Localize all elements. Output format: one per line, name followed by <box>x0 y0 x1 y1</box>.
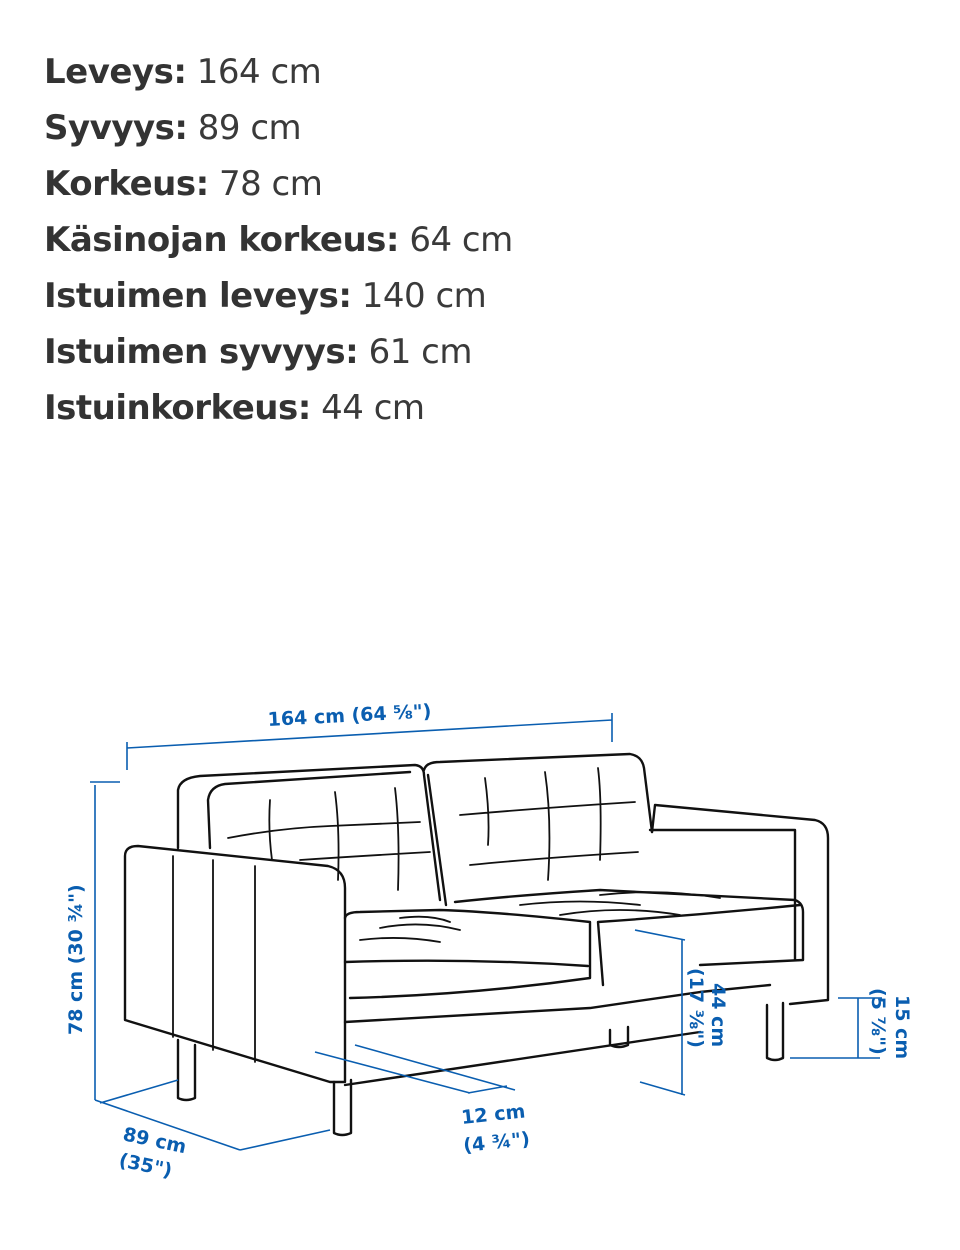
spec-width: Leveys: 164 cm <box>44 52 322 92</box>
seat-height-dimension-cm: 44 cm <box>707 983 729 1048</box>
spec-seat-height: Istuinkorkeus: 44 cm <box>44 388 425 428</box>
dimension-labels <box>65 700 913 1182</box>
leg-height-dimension-in: (5 ⅞") <box>867 988 889 1055</box>
depth-dimension-in: (35") <box>116 1149 175 1183</box>
armrest-dimension-cm: 12 cm <box>460 1100 527 1129</box>
spec-height: Korkeus: 78 cm <box>44 164 323 204</box>
spec-seat-depth: Istuimen syvyys: 61 cm <box>44 332 472 372</box>
leg-height-dimension-cm: 15 cm <box>891 995 913 1060</box>
width-dimension-label: 164 cm (64 ⅝") <box>267 700 432 731</box>
seat-height-dimension-in: (17 ⅜") <box>685 968 707 1048</box>
depth-dimension-cm: 89 cm <box>120 1123 189 1159</box>
dimension-lines <box>90 713 882 1150</box>
height-dimension-label: 78 cm (30 ¾") <box>65 884 87 1035</box>
spec-depth: Syvyys: 89 cm <box>44 108 302 148</box>
spec-seat-width: Istuimen leveys: 140 cm <box>44 276 487 316</box>
sofa-drawing <box>125 754 828 1135</box>
spec-armrest-height: Käsinojan korkeus: 64 cm <box>44 220 513 260</box>
armrest-dimension-in: (4 ¾") <box>462 1128 531 1157</box>
